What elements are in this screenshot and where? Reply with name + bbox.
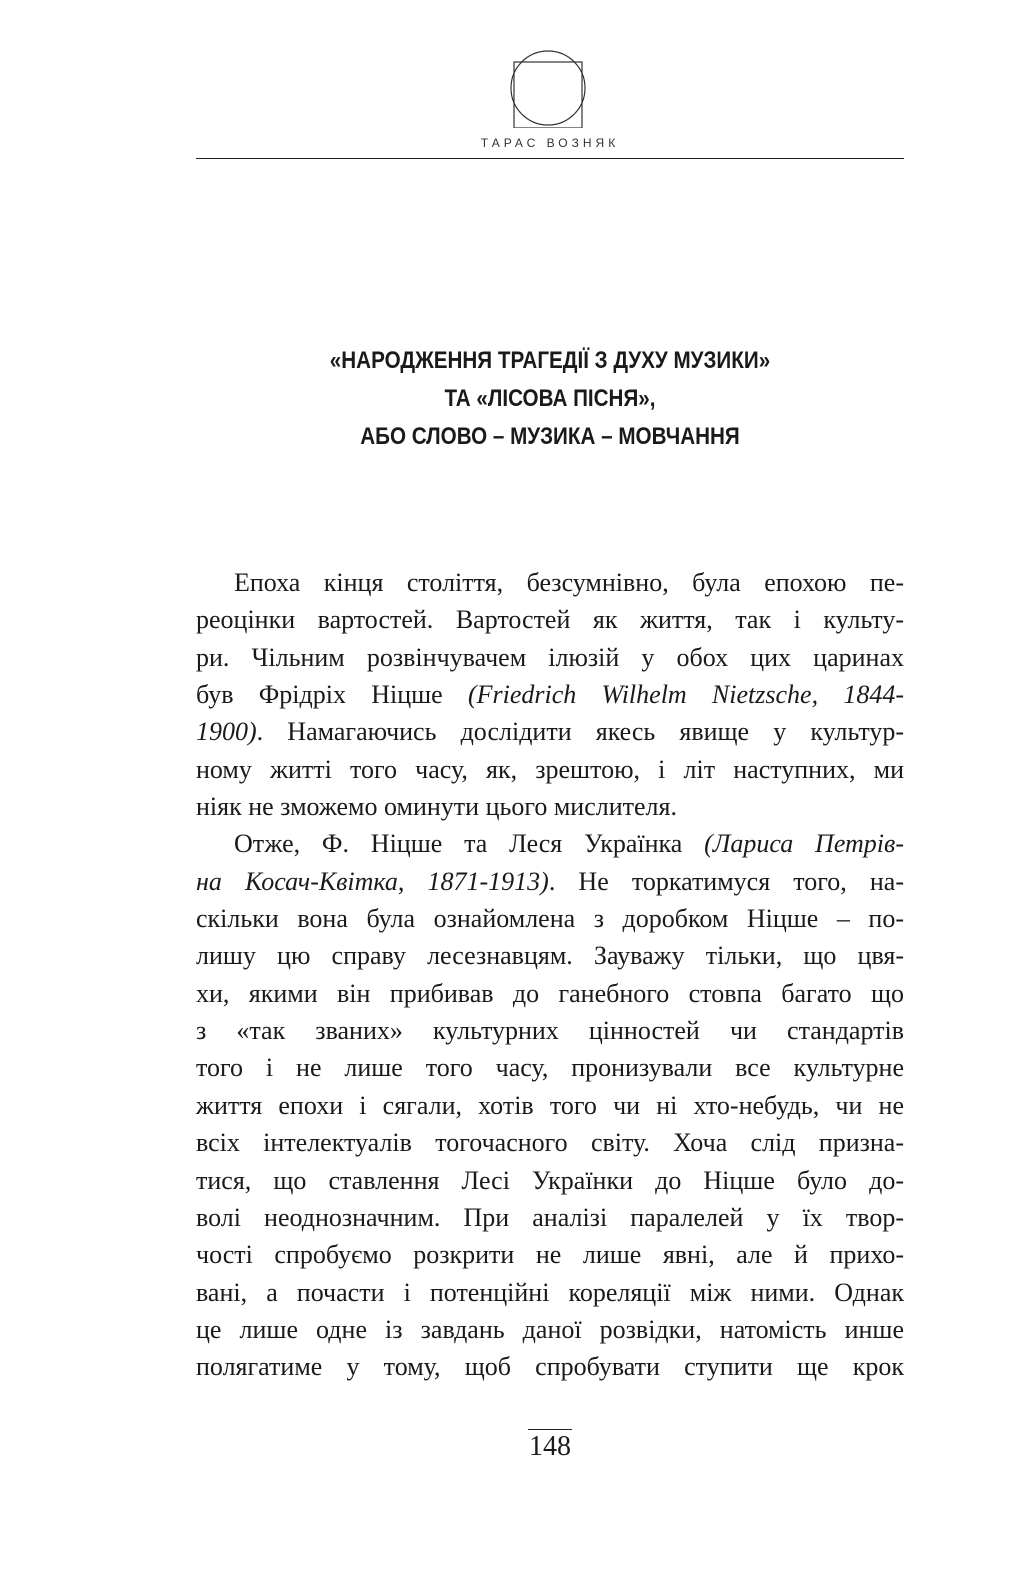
- body-line: Епоха кінця століття, безсумнівно, була епохою пе-: [234, 568, 904, 597]
- body-line: лишу цю справу лесезнавцям. Зауважу тільки, що цвя-: [196, 941, 904, 971]
- header-rule: [196, 158, 904, 159]
- body-line: полягатиме у тому, щоб спробувати ступити ще крок: [196, 1352, 904, 1382]
- body-line: ри. Чільним розвінчувачем ілюзій у обох цих царинах: [196, 642, 904, 672]
- body-line: ніяк не зможемо оминути цього мислителя.: [196, 792, 677, 822]
- body-line: реоцінки вартостей. Вартостей як життя, так і культу-: [196, 605, 904, 635]
- body-line: Отже, Ф. Ніцше та Леся Українка (Лариса Петрів-: [234, 829, 904, 859]
- body-line: був Фрідріх Ніцше (Friedrich Wilhelm Nietzsche, 1844-: [196, 680, 904, 710]
- body-line: ному житті того часу, як, зрештою, і літ наступних, ми: [196, 754, 904, 784]
- italic-citation: на Косач-Квітка, 1871-1913): [196, 866, 549, 896]
- chapter-title-line: «НАРОДЖЕННЯ ТРАГЕДІЇ З ДУХУ МУЗИКИ»: [329, 347, 771, 374]
- italic-citation: 1900): [196, 717, 257, 747]
- running-head-author: ТАРАС ВОЗНЯК: [480, 136, 620, 150]
- italic-citation: (Лариса Петрів-: [704, 829, 904, 859]
- page-number: 148: [529, 1431, 571, 1462]
- body-line: волі неоднозначним. При аналізі паралелей у їх твор-: [196, 1202, 904, 1232]
- body-line: це лише одне із завдань даної розвідки, натомість инше: [196, 1314, 904, 1344]
- body-line: життя епохи і сягали, хотів того чи ні хто-небудь, чи не: [196, 1090, 904, 1120]
- body-line: всіх інтелектуалів тогочасного світу. Хоча слід призна-: [196, 1128, 904, 1158]
- body-line: скільки вона була ознайомлена з доробком Ніцше – по-: [196, 904, 904, 934]
- body-line: з «так званих» культурних цінностей чи стандартів: [196, 1016, 904, 1046]
- body-line: тися, що ставлення Лесі Українки до Ніцше було до-: [196, 1165, 904, 1195]
- circle-square-emblem-icon: [508, 48, 588, 128]
- chapter-title-line: АБО СЛОВО – МУЗИКА – МОВЧАННЯ: [360, 423, 740, 450]
- body-line: чості спробуємо розкрити не лише явні, але й прихо-: [196, 1240, 904, 1270]
- chapter-title-line: ТА «ЛІСОВА ПІСНЯ»,: [444, 385, 656, 412]
- body-line: того і не лише того часу, пронизували все культурне: [196, 1053, 904, 1083]
- body-line: 1900). Намагаючись дослідити якесь явище у культур-: [196, 717, 904, 747]
- body-line: хи, якими він прибивав до ганебного стовпа багато що: [196, 978, 904, 1008]
- chapter-title: [246, 342, 855, 456]
- italic-citation: (Friedrich Wilhelm Nietzsche, 1844-: [467, 680, 904, 710]
- body-text: [196, 564, 904, 1386]
- body-line: вані, а почасти і потенційні кореляції між ними. Однак: [196, 1277, 904, 1307]
- body-line: на Косач-Квітка, 1871-1913). Не торкатимуся того, на-: [196, 866, 904, 896]
